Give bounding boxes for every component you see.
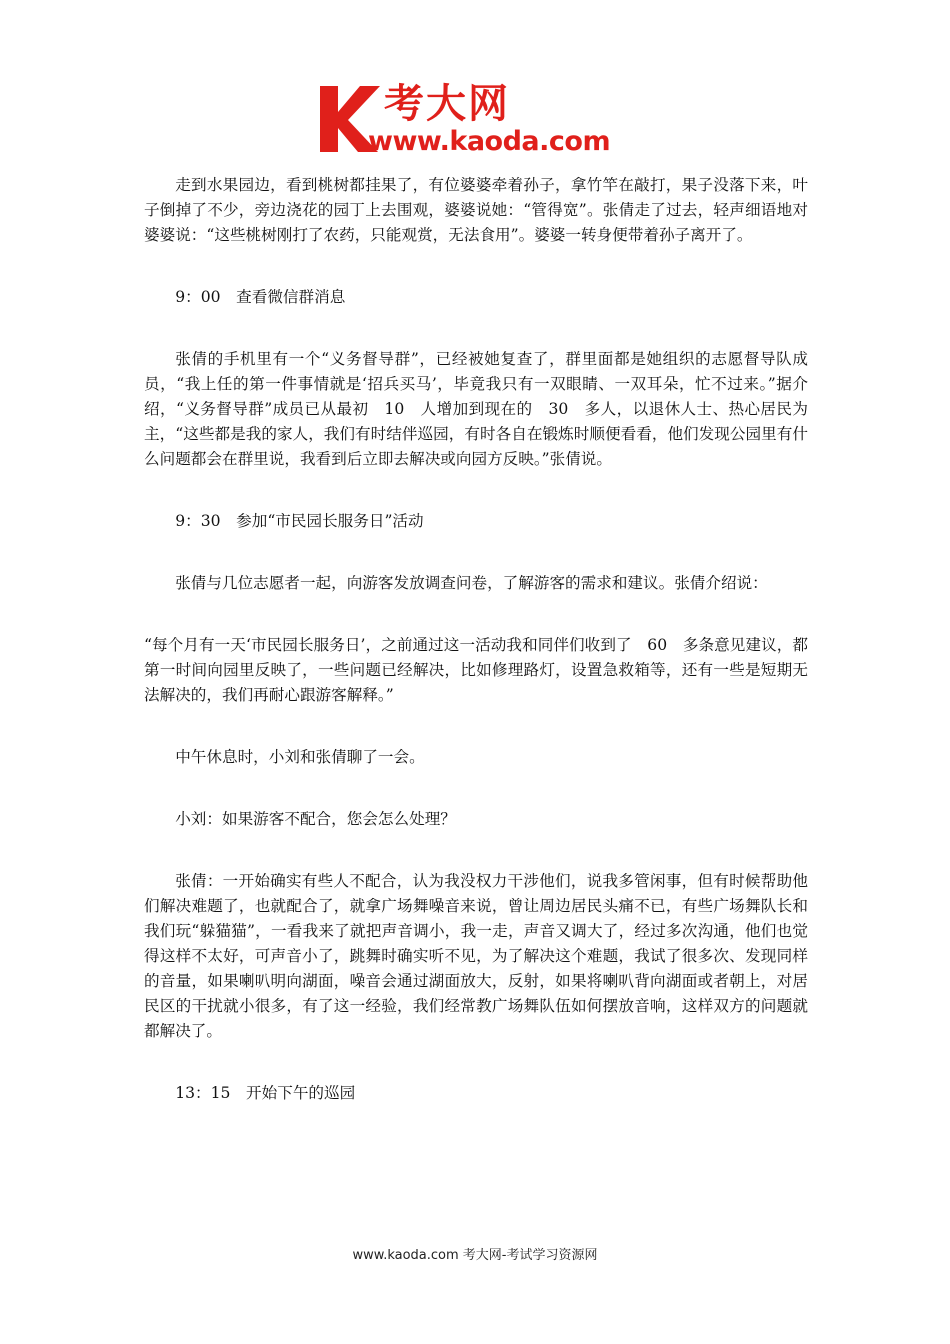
- time-heading-1315: 13：15 开始下午的巡园: [175, 1084, 356, 1102]
- time-heading-900: 9：00 查看微信群消息: [175, 288, 346, 306]
- paragraph-wechat-group: 张倩的手机里有一个“义务督导群”，已经被她复查了，群里面都是她组织的志愿督导队成员，“我上任的第一件事情就是‘招兵买马’，毕竟我只有一双眼睛、一双耳朵，忙不过来。”据介绍，“义务督导群”成员已从最初 10 人增加到现在的 30 多人，以退休人士、热心居民为主，“这些都是我的家人，我们有时结伴巡园，有时各自在锻炼时顺便看看，他们发现公园里有什么问题都会在群里说，我看到后立即去解决或向园方反映。”张倩说。: [144, 350, 808, 468]
- article-body: [144, 173, 808, 1106]
- time-heading-930: 9：30 参加“市民园长服务日”活动: [175, 512, 424, 530]
- paragraph-survey: 张倩与几位志愿者一起，向游客发放调查问卷，了解游客的需求和建议。张倩介绍说：: [175, 574, 768, 592]
- paragraph-question: 小刘：如果游客不配合，您会怎么处理？: [175, 810, 456, 828]
- paragraph-answer: 张倩：一开始确实有些人不配合，认为我没权力干涉他们，说我多管闲事，但有时候帮助他们解决难题了，也就配合了，就拿广场舞噪音来说，曾让周边居民头痛不已，有些广场舞队长和我们玩“躲猫猫”，一看我来了就把声音调小，我一走，声音又调大了，经过多次沟通，他们也觉得这样不太好，可声音小了，跳舞时确实听不见，为了解决这个难题，我试了很多次、发现同样的音量，如果喇叭明向湖面，噪音会通过湖面放大，反射，如果将喇叭背向湖面或者朝上，对居民区的干扰就小很多，有了这一经验，我们经常教广场舞队伍如何摆放音响，这样双方的问题就都解决了。: [144, 872, 808, 1040]
- paragraph-service-day: “每个月有一天‘市民园长服务日’，之前通过这一活动我和同伴们收到了 60 多条意见建议，都第一时间向园里反映了，一些问题已经解决，比如修理路灯，设置急救箱等，还有一些是短期无法解决的，我们再耐心跟游客解释。”: [144, 636, 808, 704]
- brand-url: www.kaoda.com: [368, 126, 611, 157]
- brand-cn: 考大网: [384, 81, 510, 127]
- kaoda-logo: [318, 82, 638, 158]
- paragraph-orchard: 走到水果园边，看到桃树都挂果了，有位婆婆牵着孙子，拿竹竿在敲打，果子没落下来，叶子倒掉了不少，旁边浇花的园丁上去围观，婆婆说她：“管得宽”。张倩走了过去，轻声细语地对婆婆说：“这些桃树刚打了农药，只能观赏，无法食用”。婆婆一转身便带着孙子离开了。: [144, 176, 808, 244]
- paragraph-lunch: 中午休息时，小刘和张倩聊了一会。: [175, 748, 425, 766]
- page-footer: www.kaoda.com 考大网-考试学习资源网: [352, 1248, 598, 1263]
